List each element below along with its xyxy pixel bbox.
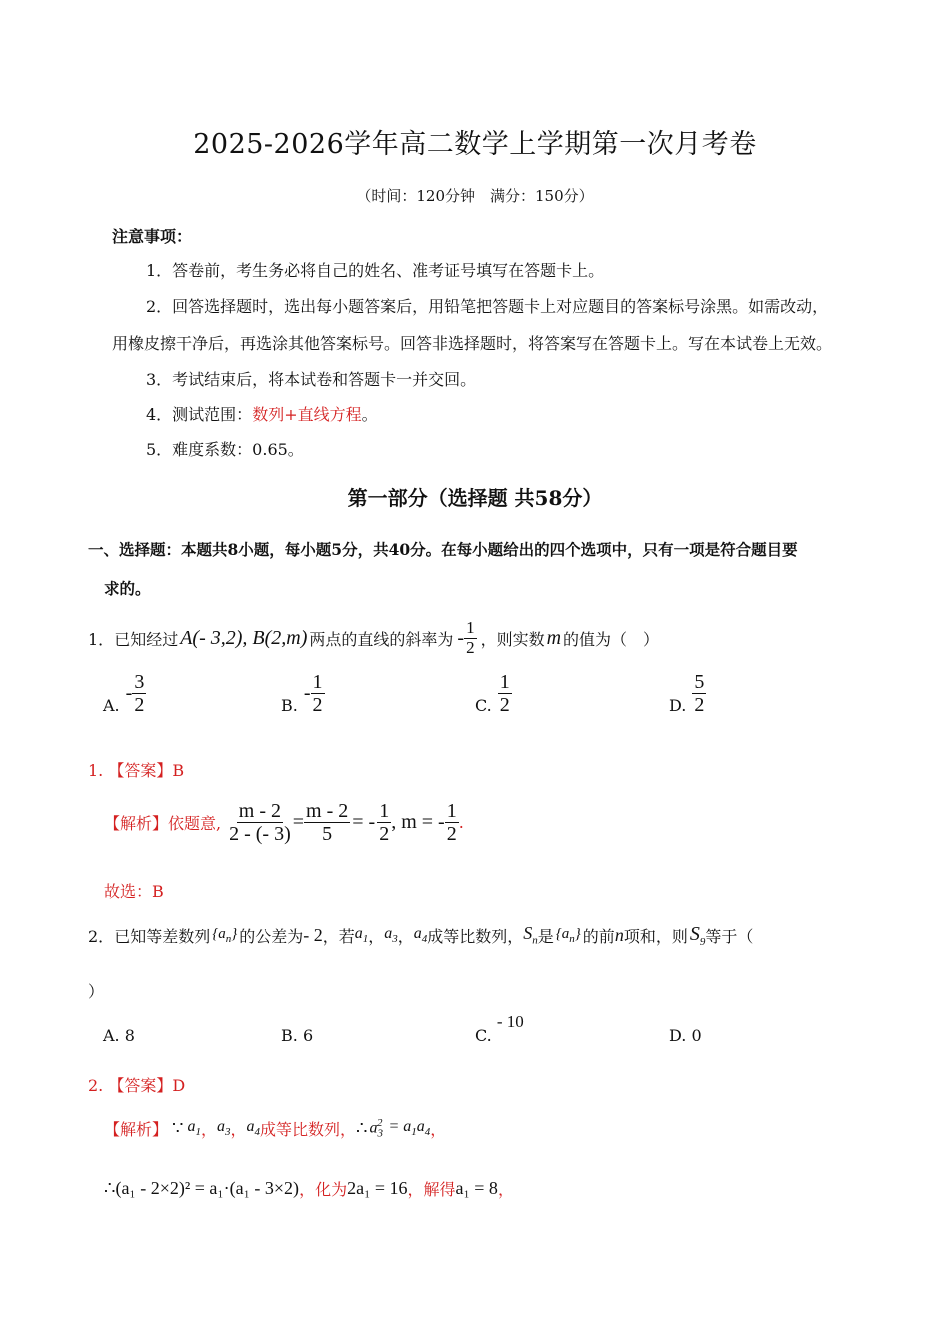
q2-option-a[interactable]: A. 8 bbox=[103, 1026, 135, 1045]
question-1: 1． 已知经过 A(- 3,2), B(2,m) 两点的直线的斜率为 - $\frac{1}{2}$ ，则实数 m 的值为（ ） bbox=[88, 617, 660, 657]
q2-answer: 2. 【答案】D bbox=[88, 1076, 186, 1095]
note-item-5: 5．难度系数：0.65。 bbox=[146, 440, 304, 459]
note-item-4: 4．测试范围：数列+直线方程。 bbox=[146, 405, 378, 424]
q2-option-d[interactable]: D. 0 bbox=[669, 1026, 702, 1045]
section-title: 第一部分（选择题 共58分） bbox=[347, 486, 603, 510]
note-item-2-line2: 用橡皮擦干净后，再选涂其他答案标号。回答非选择题时，将答案写在答题卡上。写在本试卷上无效。 bbox=[112, 334, 833, 353]
q1-option-c[interactable]: C. $\frac{1}{2}$ bbox=[475, 670, 510, 716]
q1-answer: 1. 【答案】B bbox=[88, 761, 185, 780]
q1-option-b[interactable]: B. - $\frac{1}{2}$ bbox=[281, 670, 323, 716]
q1-option-a[interactable]: A. - $\frac{3}{2}$ bbox=[103, 670, 145, 716]
question-2-close: ） bbox=[88, 982, 105, 1001]
q1-analysis: 【解析】依题意, $\frac{m - 2}{2 - (- 3)}$ = $\frac{m - 2}{5}$ = - $\frac{1}{2}$ , m = - $\frac{1}{2}$ . bbox=[104, 799, 464, 845]
q1-points: A(- 3,2), B(2,m) bbox=[180, 626, 308, 649]
q1-option-d[interactable]: D. $\frac{5}{2}$ bbox=[669, 670, 705, 716]
q2-option-b[interactable]: B. 6 bbox=[281, 1026, 314, 1045]
q2-analysis-line1: 【解析】 ∵ $a_1$ ， $a_3$ ， $a_4$ 成等比数列， ∴ $a_3^2$ = $a_1a_4$ ， bbox=[104, 1116, 447, 1140]
test-scope: 数列+直线方程 bbox=[252, 405, 362, 424]
q1-slope-fraction: $\frac{1}{2}$ bbox=[466, 617, 475, 657]
part1-heading-line1: 一、选择题：本题共8小题，每小题5分，共40分。在每小题给出的四个选项中，只有一项是符合题目要 bbox=[88, 540, 798, 559]
notes-heading: 注意事项： bbox=[112, 227, 193, 246]
q1-option-a-fraction: $\frac{3}{2}$ bbox=[134, 670, 145, 716]
q2-sequence: $\{a_n\}$ bbox=[212, 925, 238, 945]
q2-option-c[interactable]: C. - 10 bbox=[475, 1012, 524, 1045]
exam-duration: （时间：120分钟 满分：150分） bbox=[356, 187, 594, 205]
q1-option-b-fraction: $\frac{1}{2}$ bbox=[312, 670, 323, 716]
note-item-1: 1．答卷前，考生务必将自己的姓名、准考证号填写在答题卡上。 bbox=[146, 261, 605, 280]
q2-analysis-line2: ∴(a₁ - 2×2)² = a₁·(a₁ - 3×2) ，化为 2a₁ = 16 ，解得 a₁ = 8 ， bbox=[104, 1177, 514, 1199]
question-2: 2． 已知等差数列 $\{a_n\}$ 的公差为 - 2 ，若 $a_1$ ， $a_3$ ， $a_4$ 成等比数列， $S_n$ 是 $\{a_n\}$ 的前 n 项和，则 $S_9$ 等于（ bbox=[88, 922, 754, 948]
q1-option-c-fraction: $\frac{1}{2}$ bbox=[499, 670, 510, 716]
note-item-2-line1: 2．回答选择题时，选出每小题答案后，用铅笔把答题卡上对应题目的答案标号涂黑。如需改动， bbox=[146, 297, 829, 316]
q1-choose: 故选：B bbox=[104, 882, 164, 901]
part1-heading-line2: 求的。 bbox=[104, 579, 151, 598]
page-title: 2025-2026学年高二数学上学期第一次月考卷 bbox=[193, 129, 757, 160]
note-item-3: 3．考试结束后，将本试卷和答题卡一并交回。 bbox=[146, 370, 477, 389]
q1-option-d-fraction: $\frac{5}{2}$ bbox=[694, 670, 705, 716]
